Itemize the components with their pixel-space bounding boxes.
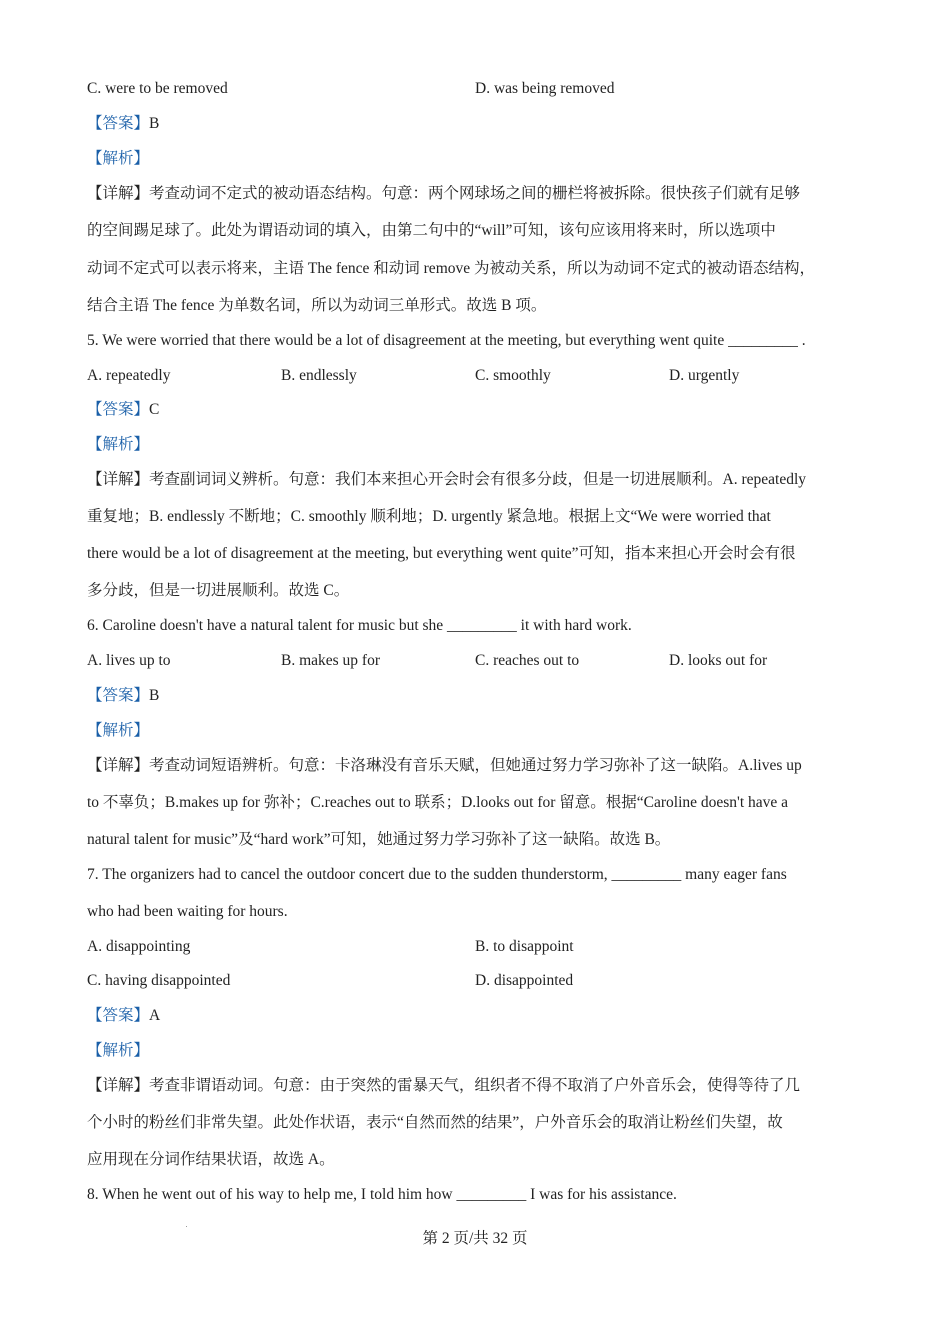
answer-tag: 【答案】: [87, 115, 150, 132]
q6-detail-line: natural talent for music”及“hard work”可知，她通过努力学习弥补了这一缺陷。故选 B。: [87, 831, 671, 848]
detail-text: 考查动词不定式的被动语态结构。句意：两个网球场之间的栅栏将被拆除。很快孩子们就有足够: [149, 185, 801, 202]
detail-tag: 【详解】: [87, 185, 150, 202]
q4-option-c: C. were to be removed: [87, 80, 228, 97]
q5-option-d: D. urgently: [669, 367, 740, 384]
q5-option-c: C. smoothly: [475, 367, 551, 384]
q5-option-a: A. repeatedly: [87, 367, 171, 384]
q7-option-a: A. disappointing: [87, 938, 191, 955]
q4-option-d: D. was being removed: [475, 80, 615, 97]
detail-tag: 【详解】: [87, 1077, 150, 1094]
detail-text: 考查动词短语辨析。句意：卡洛琳没有音乐天赋，但她通过努力学习弥补了这一缺陷。A.lives up: [149, 757, 802, 774]
q6-option-b: B. makes up for: [281, 652, 381, 669]
q7-option-d: D. disappointed: [475, 972, 574, 989]
detail-text: 考查副词词义辨析。句意：我们本来担心开会时会有很多分歧，但是一切进展顺利。A. repeatedly: [149, 471, 807, 488]
q4-detail-line: 动词不定式可以表示将来，主语 The fence 和动词 remove 为被动关系，所以为动词不定式的被动语态结构，: [87, 260, 816, 277]
answer-tag: 【答案】: [87, 401, 150, 418]
q6-option-d: D. looks out for: [669, 652, 768, 669]
q6-option-c: C. reaches out to: [475, 652, 580, 669]
q4-detail-line: 的空间踢足球了。此处为谓语动词的填入，由第二句中的“will”可知，该句应该用将来时，所以选项中: [87, 222, 776, 239]
q7-analysis-tag: 【解析】: [87, 1042, 150, 1059]
page-footer: 第 2 页/共 32 页: [422, 1230, 528, 1247]
q6-analysis-tag: 【解析】: [87, 722, 150, 739]
answer-value: B: [149, 687, 160, 704]
q7-question-line: who had been waiting for hours.: [87, 903, 288, 920]
q8-question: 8. When he went out of his way to help me, I told him how _________ I was for his assistance.: [87, 1186, 677, 1203]
q5-option-b: B. endlessly: [281, 367, 357, 384]
q6-answer: [87, 686, 159, 706]
q7-option-c: C. having disappointed: [87, 972, 231, 989]
q5-detail-line: [87, 470, 806, 490]
answer-value: B: [149, 115, 160, 132]
q7-answer: [87, 1006, 160, 1026]
answer-value: C: [149, 401, 160, 418]
q7-option-b: B. to disappoint: [475, 938, 574, 955]
q6-question: 6. Caroline doesn't have a natural talent for music but she _________ it with hard work.: [87, 617, 632, 634]
detail-tag: 【详解】: [87, 471, 150, 488]
q6-detail-line: [87, 756, 802, 776]
q5-question: 5. We were worried that there would be a lot of disagreement at the meeting, but everything went quite _________ .: [87, 332, 806, 349]
q5-analysis-tag: 【解析】: [87, 436, 150, 453]
q5-detail-line: 多分歧，但是一切进展顺利。故选 C。: [87, 582, 350, 599]
detail-tag: 【详解】: [87, 757, 150, 774]
q7-detail-line: 个小时的粉丝们非常失望。此处作状语，表示“自然而然的结果”，户外音乐会的取消让粉丝们失望，故: [87, 1114, 783, 1131]
q5-detail-line: 重复地；B. endlessly 不断地；C. smoothly 顺利地；D. urgently 紧急地。根据上文“We were worried that: [87, 508, 771, 525]
q4-answer: [87, 114, 159, 134]
answer-tag: 【答案】: [87, 687, 150, 704]
q6-option-a: A. lives up to: [87, 652, 171, 669]
q4-detail-line: 结合主语 The fence 为单数名词，所以为动词三单形式。故选 B 项。: [87, 297, 547, 314]
q7-detail-line: [87, 1076, 800, 1096]
q4-analysis-tag: 【解析】: [87, 150, 150, 167]
answer-tag: 【答案】: [87, 1007, 150, 1024]
q6-detail-line: to 不辜负；B.makes up for 弥补；C.reaches out to 联系；D.looks out for 留意。根据“Caroline doesn't have a: [87, 794, 789, 811]
q5-answer: [87, 400, 159, 420]
q5-detail-line: there would be a lot of disagreement at the meeting, but everything went quite”可知，指本来担心开会时会有很: [87, 545, 796, 562]
q4-detail-line: [87, 184, 800, 204]
detail-text: 考查非谓语动词。句意：由于突然的雷暴天气，组织者不得不取消了户外音乐会，使得等待了几: [149, 1077, 801, 1094]
q7-detail-line: 应用现在分词作结果状语，故选 A。: [87, 1151, 335, 1168]
answer-value: A: [149, 1007, 161, 1024]
q7-question-line: 7. The organizers had to cancel the outdoor concert due to the sudden thunderstorm, _________ many eager fans: [87, 866, 787, 883]
